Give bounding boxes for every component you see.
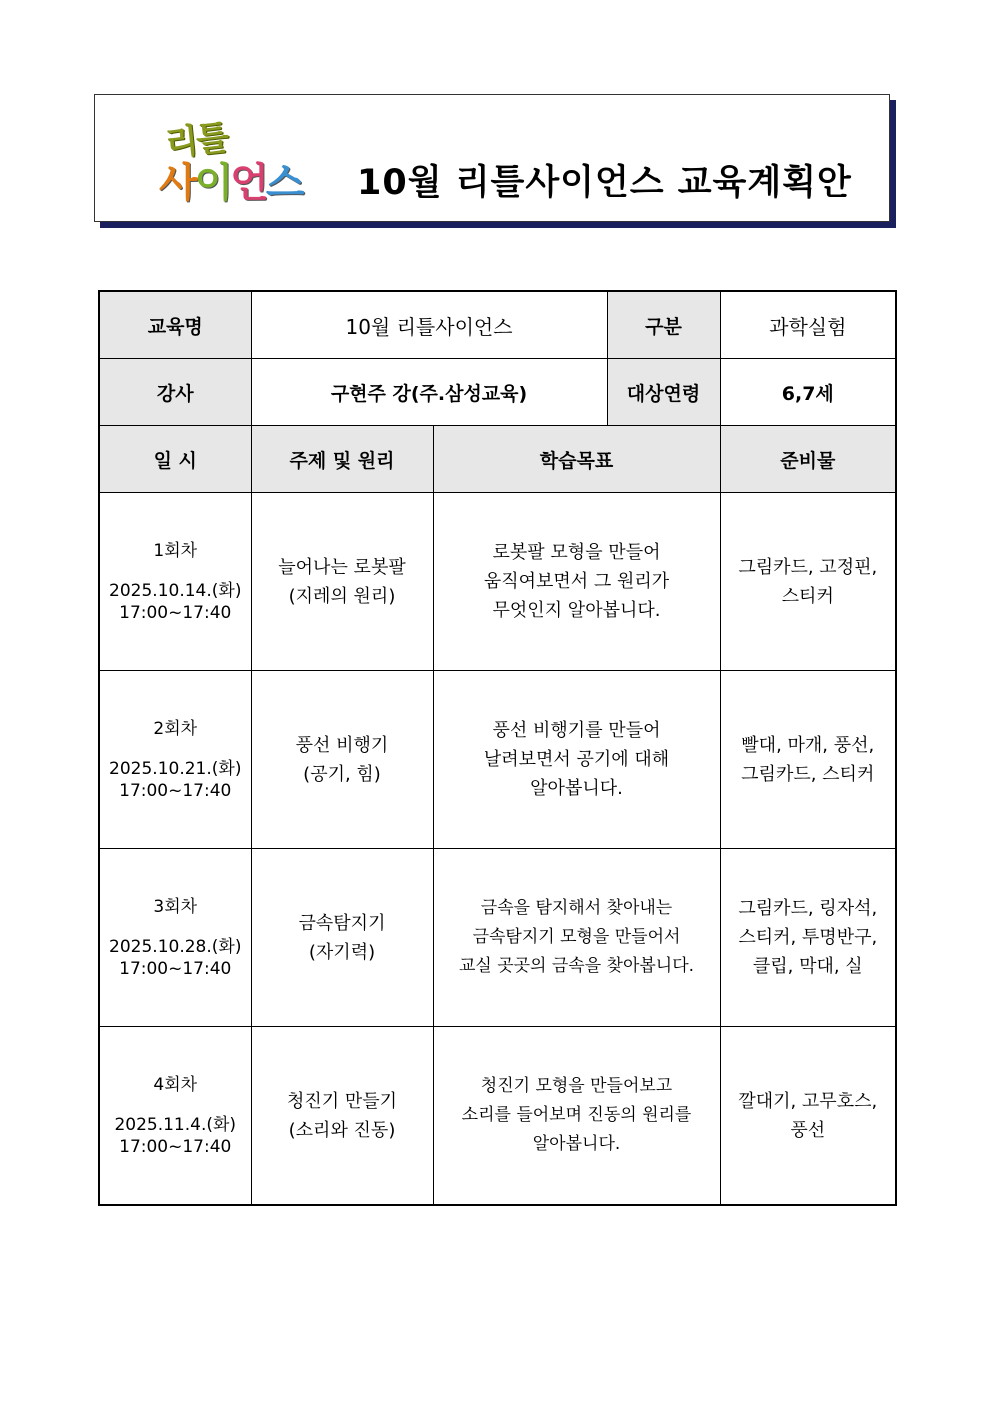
session-row — [99, 849, 896, 1027]
session-topic-cell — [251, 1027, 433, 1206]
materials-line: 그림카드, 스티커 — [741, 763, 875, 785]
topic-line: (소리와 진동) — [288, 1119, 396, 1141]
session-date: 2025.10.28.(화) — [109, 936, 242, 957]
col-header-date: 일 시 — [99, 426, 251, 493]
goal-line: 교실 곳곳의 금속을 찾아봅니다. — [458, 956, 695, 976]
instructor-value: 구현주 강(주.삼성교육) — [251, 359, 607, 426]
session-time: 17:00~17:40 — [119, 1136, 232, 1157]
logo-char: 스 — [265, 160, 302, 206]
logo-line2 — [159, 151, 302, 208]
topic-line: 늘어나는 로봇팔 — [278, 556, 406, 578]
goal-line: 알아봅니다. — [530, 778, 623, 799]
logo-char: 언 — [230, 160, 266, 206]
materials-line: 그림카드, 링자석, — [738, 898, 878, 919]
topic-line: 풍선 비행기 — [295, 734, 389, 756]
session-time: 17:00~17:40 — [119, 780, 232, 801]
category-label: 구분 — [607, 291, 720, 359]
session-topic-cell — [251, 849, 433, 1027]
little-science-logo — [159, 113, 329, 206]
session-materials-cell — [720, 849, 896, 1027]
session-date-cell — [99, 671, 251, 849]
col-header-materials: 준비물 — [720, 426, 896, 493]
session-topic-cell — [251, 671, 433, 849]
materials-line: 클립, 막대, 실 — [752, 956, 863, 977]
session-date-cell — [99, 849, 251, 1027]
session-goal-cell — [433, 849, 720, 1027]
session-row — [99, 493, 896, 671]
category-value: 과학실험 — [720, 291, 896, 359]
topic-line: (자기력) — [308, 941, 376, 963]
session-date-cell — [99, 493, 251, 671]
document-title: 10월 리틀사이언스 교육계획안 — [357, 163, 852, 203]
session-number: 4회차 — [153, 1074, 198, 1095]
age-label: 대상연령 — [607, 359, 720, 426]
goal-line: 날려보면서 공기에 대해 — [483, 749, 670, 770]
education-plan-table — [98, 290, 897, 1206]
session-time: 17:00~17:40 — [119, 602, 232, 623]
age-value: 6,7세 — [720, 359, 896, 426]
instructor-label: 강사 — [99, 359, 251, 426]
info-row-instructor — [99, 359, 896, 426]
edu-name-value: 10월 리틀사이언스 — [251, 291, 607, 359]
goal-line: 알아봅니다. — [532, 1134, 621, 1154]
goal-line: 풍선 비행기를 만들어 — [492, 720, 661, 741]
goal-line: 무엇인지 알아봅니다. — [492, 600, 661, 621]
session-date-cell — [99, 1027, 251, 1206]
materials-line: 풍선 — [790, 1119, 826, 1141]
goal-line: 움직여보면서 그 원리가 — [483, 571, 670, 592]
topic-line: (지레의 원리) — [288, 585, 396, 607]
session-number: 2회차 — [153, 718, 198, 739]
materials-line: 빨대, 마개, 풍선, — [741, 734, 875, 756]
info-row-name — [99, 291, 896, 359]
goal-line: 금속탐지기 모형을 만들어서 — [472, 927, 681, 947]
session-row — [99, 671, 896, 849]
session-materials-cell — [720, 671, 896, 849]
session-materials-cell — [720, 1027, 896, 1206]
session-goal-cell — [433, 493, 720, 671]
goal-line: 금속을 탐지해서 찾아내는 — [480, 898, 673, 918]
document-header — [94, 94, 890, 222]
col-header-goal: 학습목표 — [433, 426, 720, 493]
topic-line: (공기, 힘) — [303, 763, 381, 785]
session-time: 17:00~17:40 — [119, 958, 232, 979]
col-header-topic: 주제 및 원리 — [251, 426, 433, 493]
goal-line: 로봇팔 모형을 만들어 — [492, 542, 661, 563]
session-goal-cell — [433, 1027, 720, 1206]
session-topic-cell — [251, 493, 433, 671]
materials-line: 스티커 — [781, 585, 834, 607]
session-date: 2025.10.14.(화) — [109, 580, 242, 601]
logo-line1: 리틀 — [163, 117, 229, 165]
session-date: 2025.10.21.(화) — [109, 758, 242, 779]
logo-char: 이 — [194, 160, 231, 206]
column-header-row — [99, 426, 896, 493]
goal-line: 청진기 모형을 만들어보고 — [480, 1076, 673, 1096]
topic-line: 청진기 만들기 — [286, 1090, 398, 1112]
logo-char: 사 — [159, 160, 195, 206]
session-date: 2025.11.4.(화) — [114, 1114, 237, 1135]
session-goal-cell — [433, 671, 720, 849]
goal-line: 소리를 들어보며 진동의 원리를 — [461, 1105, 692, 1125]
materials-line: 그림카드, 고정핀, — [738, 556, 878, 578]
materials-line: 스티커, 투명반구, — [738, 927, 878, 948]
materials-line: 깔대기, 고무호스, — [738, 1090, 878, 1112]
topic-line: 금속탐지기 — [298, 912, 386, 934]
session-materials-cell — [720, 493, 896, 671]
session-row — [99, 1027, 896, 1206]
session-number: 1회차 — [153, 540, 198, 561]
edu-name-label: 교육명 — [99, 291, 251, 359]
session-number: 3회차 — [153, 896, 198, 917]
